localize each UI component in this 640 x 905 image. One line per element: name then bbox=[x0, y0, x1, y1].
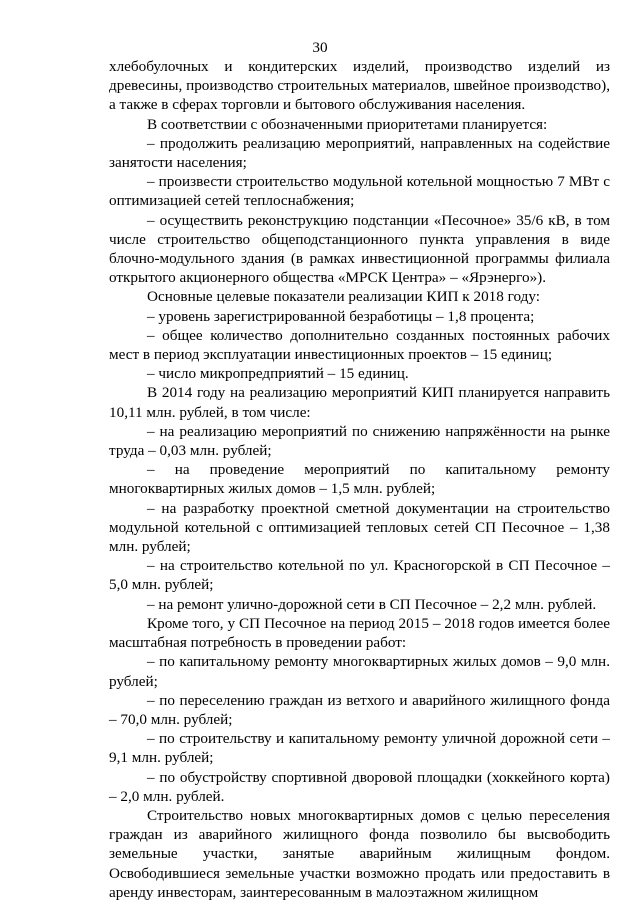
list-item: – уровень зарегистрированной безработицы – 1,8 процента; bbox=[147, 307, 535, 325]
list-item: – на разработку проектной сметной документации на строительство модульной котельной с оптимизацией тепловых сетей СП Песочное – 1,38 млн. рублей; bbox=[109, 499, 610, 556]
list-item: – продолжить реализацию мероприятий, направленных на содействие занятости населения; bbox=[109, 134, 610, 172]
list-item: – общее количество дополнительно созданных постоянных рабочих мест в период эксплуатации инвестиционных проектов – 15 единиц; bbox=[109, 326, 610, 364]
body-text bbox=[109, 57, 610, 902]
list-item: – число микропредприятий – 15 единиц. bbox=[147, 365, 409, 383]
list-item: – по обустройству спортивной дворовой площадки (хоккейного корта) – 2,0 млн. рублей. bbox=[109, 768, 610, 805]
list-item: – по капитальному ремонту многоквартирных жилых домов – 9,0 млн. рублей; bbox=[109, 653, 610, 690]
list-item: – осуществить реконструкцию подстанции «Песочное» 35/6 кВ, в том числе строительство общеподстанционного пункта управления в виде блочно-модульного здания (в рамках инвестиционной программы филиала открытого акционерного общества «МРСК Центра» – «Ярэнерго»). bbox=[109, 211, 610, 287]
paragraph: Основные целевые показатели реализации КИП к 2018 году: bbox=[147, 288, 540, 306]
list-item: – на ремонт улично-дорожной сети в СП Песочное – 2,2 млн. рублей. bbox=[147, 595, 597, 613]
list-item: – произвести строительство модульной котельной мощностью 7 МВт с оптимизацией сетей теплоснабжения; bbox=[109, 173, 610, 210]
list-item: – на проведение мероприятий по капитальному ремонту многоквартирных жилых домов – 1,5 млн. рублей; bbox=[109, 461, 610, 498]
paragraph: Кроме того, у СП Песочное на период 2015 – 2018 годов имеется более масштабная потребность в проведении работ: bbox=[109, 614, 610, 652]
paragraph: Строительство новых многоквартирных домов с целью переселения граждан из аварийного жилищного фонда позволило бы высвободить земельные участки, занятые аварийным жилищным фондом. Освободившиеся земельные участки возможно продать или предоставить в аренду инвесторам, заинтересованным в малоэтажном жилищном bbox=[109, 806, 610, 901]
list-item: – по строительству и капитальному ремонту уличной дорожной сети – 9,1 млн. рублей; bbox=[109, 730, 610, 767]
paragraph: В 2014 году на реализацию мероприятий КИП планируется направить 10,11 млн. рублей, в том числе: bbox=[109, 384, 610, 421]
paragraph: хлебобулочных и кондитерских изделий, производство изделий из древесины, производство строительных материалов, швейное производство), а также в сферах торговли и бытового обслуживания населения. bbox=[109, 58, 610, 114]
paragraph: В соответствии с обозначенными приоритетами планируется: bbox=[147, 115, 548, 133]
list-item: – по переселению граждан из ветхого и аварийного жилищного фонда – 70,0 млн. рублей; bbox=[109, 691, 610, 728]
list-item: – на строительство котельной по ул. Красногорской в СП Песочное – 5,0 млн. рублей; bbox=[109, 557, 610, 594]
list-item: – на реализацию мероприятий по снижению напряжённости на рынке труда – 0,03 млн. рублей; bbox=[109, 422, 610, 460]
page-number: 30 bbox=[312, 39, 328, 56]
